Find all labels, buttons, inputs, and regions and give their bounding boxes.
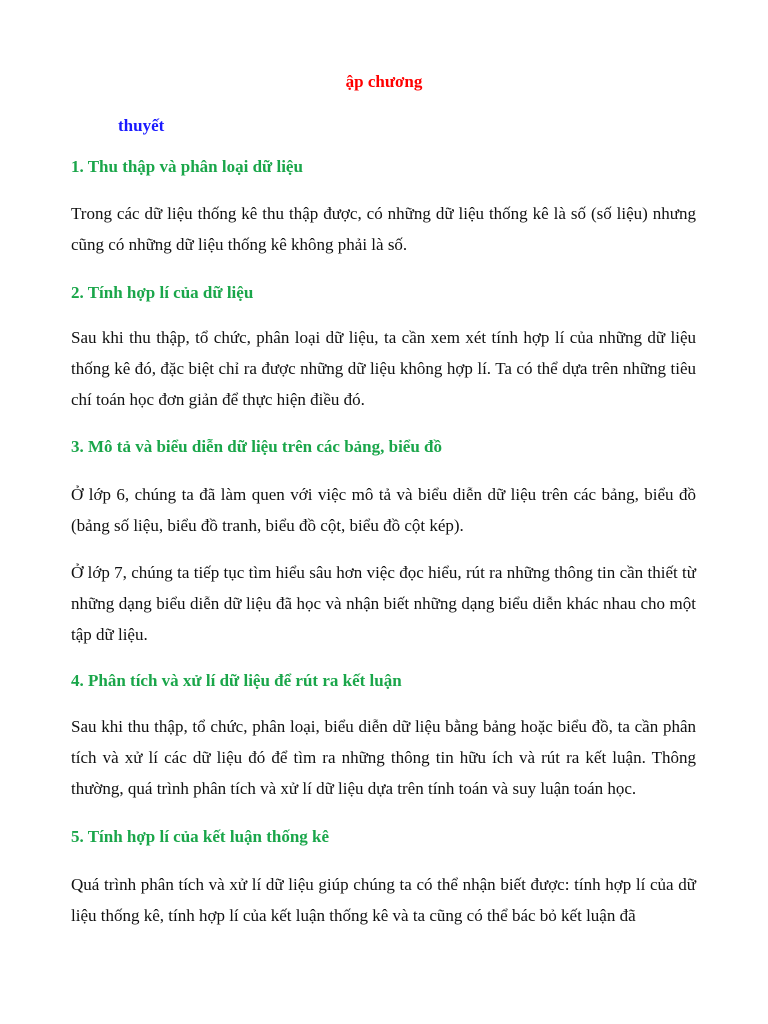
document-subtitle: thuyết [118,116,165,135]
section-4-paragraph-1: Sau khi thu thập, tổ chức, phân loại, biểu diễn dữ liệu bằng bảng hoặc biểu đồ, ta cần phân tích và xử lí các dữ liệu đó để tìm ra những thông tin hữu ích và rút ra kết luận. Thông thường, quá trình phân tích và xử lí dữ liệu dựa trên tính toán và suy luận toán học. [71,717,696,798]
section-5-heading: 5. Tính hợp lí của kết luận thống kê [71,827,330,846]
section-2-heading: 2. Tính hợp lí của dữ liệu [71,283,254,302]
section-3-heading: 3. Mô tả và biểu diễn dữ liệu trên các bảng, biểu đồ [71,437,443,456]
section-1-heading: 1. Thu thập và phân loại dữ liệu [71,157,303,176]
section-5-paragraph-1: Quá trình phân tích và xử lí dữ liệu giúp chúng ta có thể nhận biết được: tính hợp lí của dữ liệu thống kê, tính hợp lí của kết luận thống kê và ta cũng có thể bác bỏ kết luận đã [71,875,696,925]
section-1-paragraph-1: Trong các dữ liệu thống kê thu thập được, có những dữ liệu thống kê là số (số liệu) nhưng cũng có những dữ liệu thống kê không phải là số. [71,204,696,254]
section-3-paragraph-1: Ở lớp 6, chúng ta đã làm quen với việc mô tả và biểu diễn dữ liệu trên các bảng, biểu đồ (bảng số liệu, biểu đồ tranh, biểu đồ cột, biểu đồ cột kép). [71,485,696,535]
document-title: ập chương [345,72,423,91]
section-3-paragraph-2: Ở lớp 7, chúng ta tiếp tục tìm hiểu sâu hơn việc đọc hiểu, rút ra những thông tin cần thiết từ những dạng biểu diễn dữ liệu đã học và nhận biết những dạng biểu diễn khác nhau cho một tập dữ liệu. [71,563,696,644]
section-2-paragraph-1: Sau khi thu thập, tổ chức, phân loại dữ liệu, ta cần xem xét tính hợp lí của những dữ liệu thống kê đó, đặc biệt chỉ ra được những dữ liệu không hợp lí. Ta có thể dựa trên những tiêu chí toán học đơn giản để thực hiện điều đó. [71,328,696,409]
section-4-heading: 4. Phân tích và xử lí dữ liệu để rút ra kết luận [71,671,402,690]
